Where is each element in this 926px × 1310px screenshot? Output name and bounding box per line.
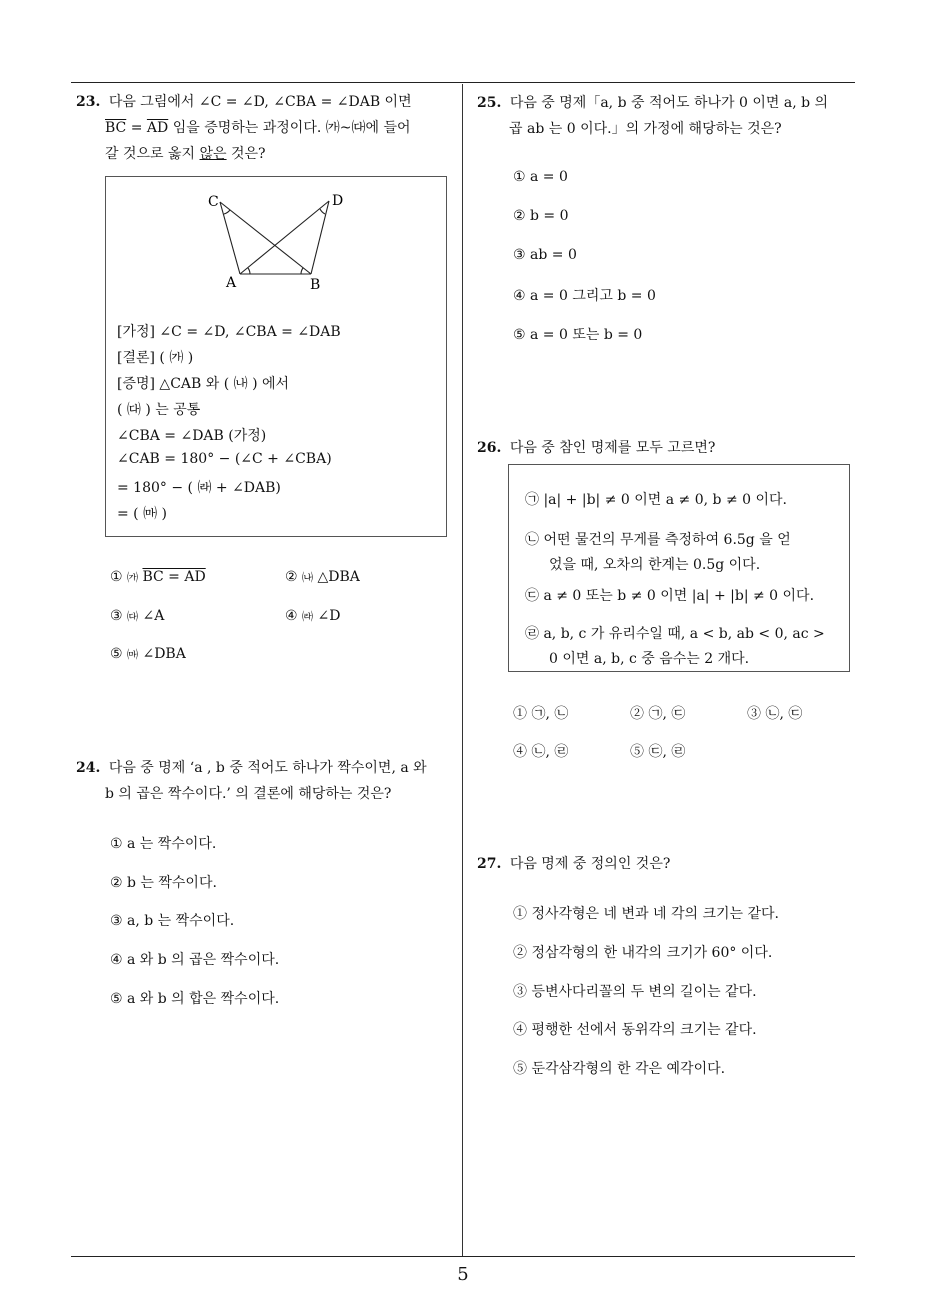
option-5[interactable]: ⑤ ㉢, ㉣: [630, 744, 686, 760]
question-26: [477, 437, 715, 457]
option-2[interactable]: ② 정삼각형의 한 내각의 크기가 60° 이다.: [513, 945, 773, 961]
question-number: 27.: [477, 856, 502, 872]
label-c: C: [208, 194, 219, 210]
option-4[interactable]: ④ a = 0 그리고 b = 0: [513, 288, 656, 304]
triangle-figure: [106, 177, 446, 307]
option-4[interactable]: ④ ㈑ ∠D: [285, 608, 341, 624]
emphasis-not: 않은: [199, 146, 227, 162]
statement-b: ㉡ 어떤 물건의 무게를 측정하여 6.5g 을 얻: [525, 532, 791, 548]
proof-line: ( ㈐ ) 는 공통: [117, 402, 201, 418]
option-3[interactable]: ③ a, b 는 짝수이다.: [110, 913, 235, 929]
question-text: b 의 곱은 짝수이다.’ 의 결론에 해당하는 것은?: [105, 786, 392, 802]
equals-sign: =: [126, 120, 147, 136]
angle-mark-c: [224, 210, 230, 214]
proof-box: [105, 176, 447, 537]
question-number: 24.: [76, 760, 101, 776]
segment-ad: $\overline{AD}$: [146, 120, 169, 136]
question-text: 것은?: [226, 146, 266, 162]
option-3[interactable]: ③ ab = 0: [513, 247, 577, 263]
column-divider: [462, 84, 463, 1256]
option-2[interactable]: ② ㈏ △DBA: [285, 569, 360, 585]
option-5[interactable]: ⑤ a 와 b 의 합은 짝수이다.: [110, 991, 280, 1007]
question-27: [477, 853, 670, 873]
option-4[interactable]: ④ a 와 b 의 곱은 짝수이다.: [110, 952, 280, 968]
question-text: 다음 중 참인 명제를 모두 고르면?: [509, 440, 716, 456]
option-1[interactable]: ① ㉠, ㉡: [513, 706, 569, 722]
angle-mark-a: [248, 268, 250, 274]
option-3[interactable]: ③ 등변사다리꼴의 두 변의 길이는 같다.: [513, 984, 757, 1000]
question-number: 23.: [76, 94, 101, 110]
option-1[interactable]: ① ㈎ BC = AD: [110, 569, 206, 585]
page-number: 5: [457, 1264, 469, 1285]
question-text: 다음 그림에서 ∠C = ∠D, ∠CBA = ∠DAB 이면: [108, 94, 412, 110]
question-number: 26.: [477, 440, 502, 456]
option-2[interactable]: ② b = 0: [513, 208, 569, 224]
question-text: 다음 명제 중 정의인 것은?: [509, 856, 671, 872]
statement-a: ㉠ |a| + |b| ≠ 0 이면 a ≠ 0, b ≠ 0 이다.: [525, 492, 787, 508]
angle-mark-d: [320, 209, 325, 214]
proof-line: [증명] △CAB 와 ( ㈏ ) 에서: [117, 376, 290, 392]
label-b: B: [310, 277, 321, 293]
option-5[interactable]: ⑤ 둔각삼각형의 한 각은 예각이다.: [513, 1061, 726, 1077]
proof-line: [가정] ∠C = ∠D, ∠CBA = ∠DAB: [117, 324, 341, 340]
option-4[interactable]: ④ ㉡, ㉣: [513, 744, 569, 760]
segment-da: [240, 201, 329, 274]
label-d: D: [332, 193, 344, 209]
proof-line: = 180° − ( ㈑ + ∠DAB): [117, 480, 281, 496]
proof-line: ∠CBA = ∠DAB (가정): [117, 428, 267, 444]
segment-db: [311, 201, 329, 274]
statement-c: ㉢ a ≠ 0 또는 b ≠ 0 이면 |a| + |b| ≠ 0 이다.: [525, 588, 815, 604]
proof-line: ∠CAB = 180° − (∠C + ∠CBA): [117, 451, 332, 467]
segment-cb: [220, 202, 311, 274]
question-25: [477, 92, 828, 112]
question-number: 25.: [477, 95, 502, 111]
question-text: 임을 증명하는 과정이다. ㈎~㈐에 들어: [168, 120, 411, 136]
statements-box: [508, 464, 850, 672]
option-5[interactable]: ⑤ ㈒ ∠DBA: [110, 646, 186, 662]
option-1[interactable]: ① a 는 짝수이다.: [110, 836, 217, 852]
proof-line: [결론] ( ㈎ ): [117, 350, 194, 366]
option-3[interactable]: ③ ㈐ ∠A: [110, 608, 165, 624]
option-1[interactable]: ① a = 0: [513, 169, 568, 185]
question-text: 곱 ab 는 0 이다.」의 가정에 해당하는 것은?: [509, 121, 782, 137]
question-text: 다음 중 명제 ‘a , b 중 적어도 하나가 짝수이면, a 와: [108, 760, 427, 776]
segment-bc: $\overline{BC}$: [105, 120, 127, 136]
statement-d: ㉣ a, b, c 가 유리수일 때, a < b, ab < 0, ac >: [525, 626, 825, 642]
question-text: 갈 것으로 옳지: [105, 146, 200, 162]
bottom-rule: [71, 1256, 855, 1257]
label-a: A: [226, 275, 237, 291]
proof-line: = ( ㈒ ): [117, 506, 168, 522]
top-rule: [71, 82, 855, 83]
angle-mark-b: [301, 268, 303, 274]
option-1[interactable]: ① 정사각형은 네 변과 네 각의 크기는 같다.: [513, 906, 779, 922]
option-2[interactable]: ② b 는 짝수이다.: [110, 875, 217, 891]
statement-b-cont: 었을 때, 오차의 한계는 0.5g 이다.: [549, 557, 761, 573]
option-3[interactable]: ③ ㉡, ㉢: [747, 706, 803, 722]
segment-ca: [220, 202, 240, 274]
option-5[interactable]: ⑤ a = 0 또는 b = 0: [513, 327, 643, 343]
question-text: 다음 중 명제「a, b 중 적어도 하나가 0 이면 a, b 의: [509, 95, 829, 111]
option-2[interactable]: ② ㉠, ㉢: [630, 706, 686, 722]
statement-d-cont: 0 이면 a, b, c 중 음수는 2 개다.: [549, 651, 750, 667]
question-24: [76, 757, 427, 777]
option-4[interactable]: ④ 평행한 선에서 동위각의 크기는 같다.: [513, 1022, 757, 1038]
